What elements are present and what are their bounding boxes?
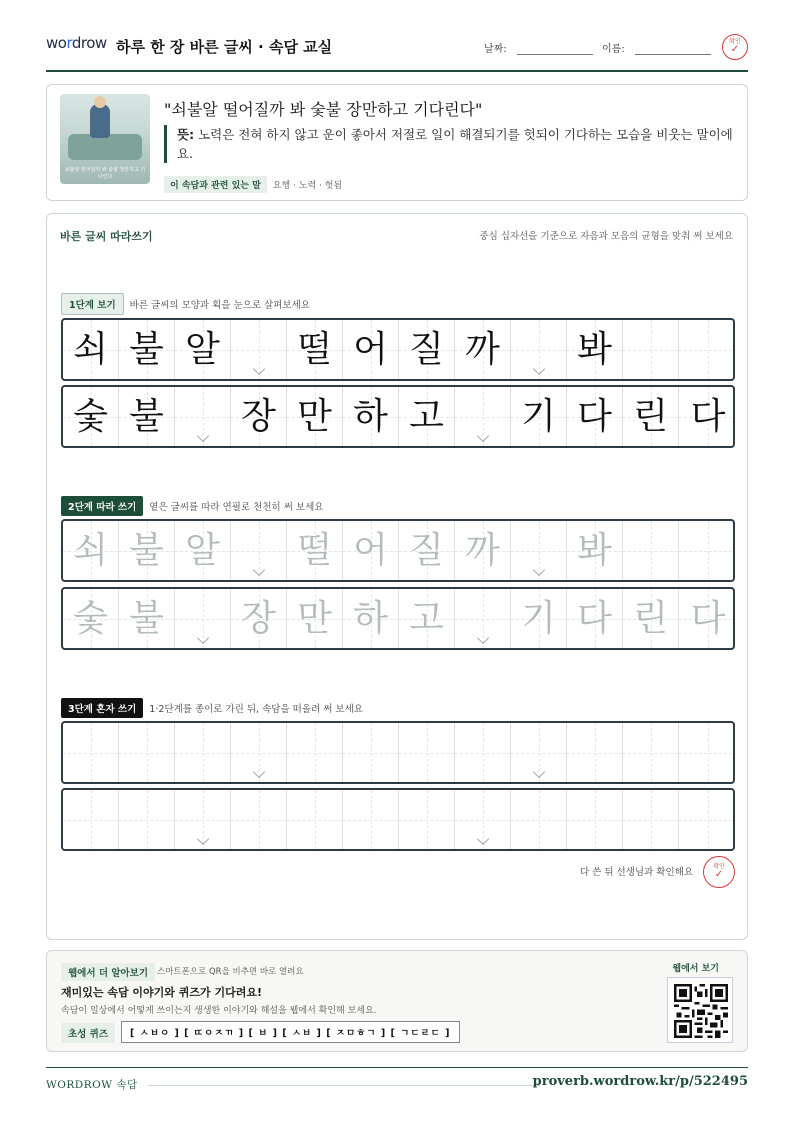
teacher-check-note: 다 쓴 뒤 선생님과 확인해요 bbox=[579, 867, 693, 878]
writing-cell[interactable] bbox=[175, 790, 231, 849]
syllable: 기 bbox=[521, 395, 556, 437]
step2-row-1[interactable] bbox=[61, 519, 735, 582]
web-headline: 재미있는 속담 이야기와 퀴즈가 기다려요! bbox=[61, 986, 262, 999]
syllable: 질 bbox=[409, 529, 444, 571]
syllable: 쇠 bbox=[73, 328, 108, 370]
step3-row-2[interactable] bbox=[61, 788, 735, 851]
writing-cell[interactable] bbox=[679, 790, 735, 849]
writing-cell[interactable] bbox=[119, 589, 175, 648]
date-field[interactable] bbox=[484, 40, 593, 55]
writing-cell[interactable] bbox=[231, 790, 287, 849]
syllable: 만 bbox=[297, 395, 332, 437]
syllable: 쇠 bbox=[73, 529, 108, 571]
syllable: 장 bbox=[241, 597, 276, 639]
qr-label: 웹에서 보기 bbox=[672, 964, 719, 974]
practice-panel bbox=[46, 213, 748, 940]
writing-cell[interactable] bbox=[119, 723, 175, 782]
writing-cell[interactable] bbox=[679, 723, 735, 782]
writing-cell bbox=[455, 387, 511, 446]
step3-text: 1·2단계를 종이로 가린 뒤, 속담을 떠올려 써 보세요 bbox=[149, 704, 363, 715]
step1-header bbox=[61, 293, 310, 315]
syllable: 린 bbox=[633, 395, 668, 437]
page-title: 하루 한 장 바른 글씨 · 속담 교실 bbox=[116, 38, 333, 56]
writing-cell[interactable] bbox=[623, 723, 679, 782]
check-stamp-icon: 확인 ✓ bbox=[722, 34, 748, 60]
name-label: 이름: bbox=[602, 44, 625, 55]
proverb-illustration: 쇠불알 떨어질까 봐 숯불 장만하고 기다린다 bbox=[60, 94, 150, 184]
step3-header bbox=[61, 698, 363, 718]
space-mark-icon bbox=[476, 430, 488, 442]
syllable: 봐 bbox=[577, 328, 612, 370]
writing-cell bbox=[623, 387, 679, 446]
proverb-card bbox=[46, 84, 748, 201]
space-mark-icon bbox=[532, 564, 544, 576]
step1-row-2 bbox=[61, 385, 735, 448]
space-mark-icon bbox=[196, 833, 208, 845]
writing-cell[interactable] bbox=[511, 790, 567, 849]
proverb-meaning bbox=[164, 125, 734, 163]
syllable: 만 bbox=[297, 597, 332, 639]
step3-badge: 3단계 혼자 쓰기 bbox=[61, 698, 143, 718]
writing-cell[interactable] bbox=[455, 589, 511, 648]
writing-cell[interactable] bbox=[343, 790, 399, 849]
syllable: 알 bbox=[185, 529, 220, 571]
writing-cell bbox=[287, 320, 343, 379]
name-field[interactable] bbox=[602, 40, 711, 55]
writing-cell[interactable] bbox=[511, 723, 567, 782]
web-tag: 웹에서 더 알아보기 bbox=[61, 963, 155, 981]
writing-cell[interactable] bbox=[63, 723, 119, 782]
writing-cell[interactable] bbox=[231, 521, 287, 580]
syllable: 고 bbox=[409, 395, 444, 437]
syllable: 질 bbox=[409, 328, 444, 370]
writing-cell bbox=[63, 320, 119, 379]
writing-cell[interactable] bbox=[399, 589, 455, 648]
space-mark-icon bbox=[252, 363, 264, 375]
writing-cell[interactable] bbox=[623, 790, 679, 849]
writing-cell[interactable] bbox=[175, 723, 231, 782]
writing-cell[interactable] bbox=[399, 723, 455, 782]
step2-row-2[interactable] bbox=[61, 587, 735, 650]
writing-cell bbox=[231, 320, 287, 379]
web-description: 속담이 일상에서 어떻게 쓰이는지 생생한 이야기와 해설을 웹에서 확인해 보세요. bbox=[61, 1006, 377, 1016]
syllable: 불 bbox=[129, 597, 164, 639]
syllable: 알 bbox=[185, 328, 220, 370]
writing-cell bbox=[511, 320, 567, 379]
syllable: 어 bbox=[353, 529, 388, 571]
web-promo-box bbox=[46, 950, 748, 1052]
related-label: 이 속담과 관련 있는 말 bbox=[164, 176, 267, 193]
writing-cell[interactable] bbox=[287, 589, 343, 648]
step2-header bbox=[61, 496, 323, 516]
syllable: 기 bbox=[521, 597, 556, 639]
writing-cell[interactable] bbox=[399, 790, 455, 849]
step3-row-1[interactable] bbox=[61, 721, 735, 784]
syllable: 숯 bbox=[73, 395, 108, 437]
writing-cell[interactable] bbox=[343, 589, 399, 648]
proverb-title: "쇠불알 떨어질까 봐 숯불 장만하고 기다린다" bbox=[164, 100, 483, 119]
space-mark-icon bbox=[252, 766, 264, 778]
writing-cell bbox=[567, 387, 623, 446]
writing-cell[interactable] bbox=[455, 723, 511, 782]
space-mark-icon bbox=[252, 564, 264, 576]
writing-cell[interactable] bbox=[679, 521, 735, 580]
writing-cell[interactable] bbox=[63, 790, 119, 849]
writing-cell[interactable] bbox=[231, 723, 287, 782]
writing-cell[interactable] bbox=[343, 521, 399, 580]
writing-cell[interactable] bbox=[343, 723, 399, 782]
syllable: 린 bbox=[633, 597, 668, 639]
writing-cell[interactable] bbox=[623, 521, 679, 580]
meaning-text: 노력은 전혀 하지 않고 운이 좋아서 저절로 일이 해결되기를 헛되이 기다하는 모습을 비웃는 말이에요. bbox=[177, 127, 733, 161]
writing-cell bbox=[399, 320, 455, 379]
related-words bbox=[164, 176, 342, 193]
footer-divider bbox=[148, 1085, 540, 1086]
writing-cell bbox=[287, 387, 343, 446]
syllable: 다 bbox=[577, 597, 612, 639]
syllable: 까 bbox=[465, 529, 500, 571]
syllable: 다 bbox=[577, 395, 612, 437]
space-mark-icon bbox=[196, 632, 208, 644]
writing-cell bbox=[119, 320, 175, 379]
initial-quiz: [ ㅅㅂㅇ ] [ ㄸㅇㅈㄲ ] [ ㅂ ] [ ㅅㅂ ] [ ㅈㅁㅎㄱ ] [ ㄱㄷㄹㄷ ] bbox=[121, 1021, 460, 1043]
syllable: 불 bbox=[129, 328, 164, 370]
syllable: 떨 bbox=[297, 328, 332, 370]
space-mark-icon bbox=[532, 766, 544, 778]
syllable: 장 bbox=[241, 395, 276, 437]
writing-cell[interactable] bbox=[63, 521, 119, 580]
writing-cell[interactable] bbox=[623, 589, 679, 648]
writing-cell[interactable] bbox=[511, 589, 567, 648]
space-mark-icon bbox=[196, 430, 208, 442]
page-header bbox=[46, 30, 748, 72]
step2-badge: 2단계 따라 쓰기 bbox=[61, 496, 143, 516]
quiz-tag: 초성 퀴즈 bbox=[61, 1023, 115, 1043]
web-sub: 스마트폰으로 QR을 비추면 바로 열려요 bbox=[157, 967, 304, 977]
writing-cell[interactable] bbox=[399, 521, 455, 580]
writing-cell[interactable] bbox=[567, 589, 623, 648]
writing-cell[interactable] bbox=[567, 723, 623, 782]
date-label: 날짜: bbox=[484, 44, 507, 55]
practice-hint: 중심 십자선을 기준으로 자음과 모음의 균형을 맞춰 써 보세요 bbox=[479, 231, 733, 242]
syllable: 까 bbox=[465, 328, 500, 370]
footer-brand: WORDROW 속담 bbox=[46, 1079, 138, 1091]
syllable: 봐 bbox=[577, 529, 612, 571]
writing-cell bbox=[119, 387, 175, 446]
writing-cell[interactable] bbox=[287, 723, 343, 782]
syllable: 불 bbox=[129, 395, 164, 437]
step1-badge: 1단계 보기 bbox=[61, 293, 124, 315]
writing-cell bbox=[399, 387, 455, 446]
writing-cell bbox=[63, 387, 119, 446]
writing-cell bbox=[231, 387, 287, 446]
writing-cell bbox=[511, 387, 567, 446]
space-mark-icon bbox=[532, 363, 544, 375]
syllable: 다 bbox=[690, 395, 726, 437]
writing-cell[interactable] bbox=[567, 790, 623, 849]
page-footer bbox=[46, 1067, 748, 1099]
space-mark-icon bbox=[476, 632, 488, 644]
writing-cell bbox=[175, 320, 231, 379]
related-list: 요행 · 노력 · 헛됨 bbox=[272, 181, 343, 191]
writing-cell[interactable] bbox=[287, 790, 343, 849]
step1-row-1 bbox=[61, 318, 735, 381]
writing-cell bbox=[623, 320, 679, 379]
writing-cell[interactable] bbox=[455, 521, 511, 580]
footer-url[interactable]: proverb.wordrow.kr/p/522495 bbox=[532, 1074, 748, 1089]
syllable: 숯 bbox=[73, 597, 108, 639]
writing-cell bbox=[567, 320, 623, 379]
writing-cell bbox=[679, 320, 735, 379]
teacher-stamp-icon: 확인 ✓ bbox=[703, 856, 735, 888]
writing-cell bbox=[175, 387, 231, 446]
writing-cell[interactable] bbox=[231, 589, 287, 648]
writing-cell[interactable] bbox=[455, 790, 511, 849]
qr-code-icon[interactable] bbox=[667, 977, 733, 1043]
writing-cell[interactable] bbox=[567, 521, 623, 580]
writing-cell bbox=[343, 387, 399, 446]
writing-cell[interactable] bbox=[119, 790, 175, 849]
syllable: 떨 bbox=[297, 529, 332, 571]
writing-cell[interactable] bbox=[119, 521, 175, 580]
writing-cell[interactable] bbox=[287, 521, 343, 580]
writing-cell bbox=[343, 320, 399, 379]
writing-cell[interactable] bbox=[175, 521, 231, 580]
writing-cell[interactable] bbox=[511, 521, 567, 580]
meaning-label: 뜻: bbox=[177, 127, 195, 142]
space-mark-icon bbox=[476, 833, 488, 845]
writing-cell[interactable] bbox=[63, 589, 119, 648]
syllable: 하 bbox=[353, 395, 388, 437]
wordrow-logo: wordrow bbox=[46, 34, 107, 52]
practice-title: 바른 글씨 따라쓰기 bbox=[60, 230, 153, 243]
syllable: 다 bbox=[690, 597, 726, 639]
syllable: 하 bbox=[353, 597, 388, 639]
step1-text: 바른 글씨의 모양과 획을 눈으로 살펴보세요 bbox=[129, 300, 310, 311]
writing-cell bbox=[455, 320, 511, 379]
writing-cell[interactable] bbox=[175, 589, 231, 648]
step2-text: 옅은 글씨를 따라 연필로 천천히 써 보세요 bbox=[149, 502, 324, 513]
syllable: 고 bbox=[409, 597, 444, 639]
writing-cell[interactable] bbox=[679, 589, 735, 648]
writing-cell bbox=[679, 387, 735, 446]
syllable: 어 bbox=[353, 328, 388, 370]
syllable: 불 bbox=[129, 529, 164, 571]
